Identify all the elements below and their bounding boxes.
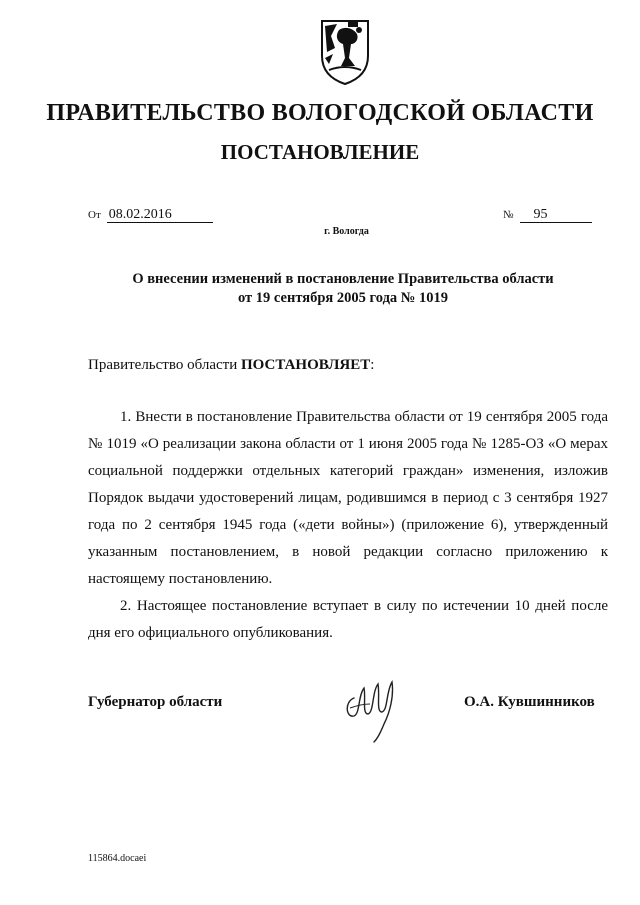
subject-line-2: от 19 сентября 2005 года № 1019 (238, 290, 448, 306)
signature-icon (340, 668, 408, 744)
file-id: 115864.docaei (88, 853, 147, 864)
date-value: 08.02.2016 (107, 207, 213, 223)
paragraph-1: 1. Внести в постановление Правительства области от 19 сентября 2005 года № 1019 «О реализации закона области от 1 июня 2005 года № 1285-ОЗ «О мерах социальной поддержки отдельных категорий граждан» изменения, изложив Порядок выдачи удостоверений лицам, родившимся в период с 3 сентября 1927 года по 2 сентября 1945 года («дети войны») (приложение 6), утвержденный указанным постановлением, в новой редакции согласно приложению к настоящему постановлению. (88, 409, 608, 587)
intro-suffix: : (370, 357, 375, 373)
document-number (503, 206, 592, 223)
paragraph-2: 2. Настоящее постановление вступает в силу по истечении 10 дней после дня его официального опубликования. (88, 598, 608, 641)
government-title: ПРАВИТЕЛЬСТВО ВОЛОГОДСКОЙ ОБЛАСТИ (46, 100, 594, 126)
signatory-name: О.А. Кувшинников (464, 694, 595, 710)
decree-intro (88, 357, 374, 374)
number-value: 95 (520, 207, 592, 223)
signatory-position: Губернатор области (88, 694, 223, 710)
document-type: ПОСТАНОВЛЕНИЕ (220, 140, 420, 164)
coat-of-arms-icon (319, 18, 371, 86)
intro-keyword: ПОСТАНОВЛЯЕТ (240, 357, 371, 373)
number-prefix: № (503, 209, 514, 221)
document-date (88, 206, 213, 223)
date-prefix: От (88, 209, 101, 221)
subject-line-1: О внесении изменений в постановление Правительства области (132, 271, 554, 287)
city: г. Вологда (324, 226, 369, 237)
document-body (88, 404, 608, 647)
intro-prefix: Правительство области (88, 357, 241, 373)
document-subject (0, 270, 640, 308)
